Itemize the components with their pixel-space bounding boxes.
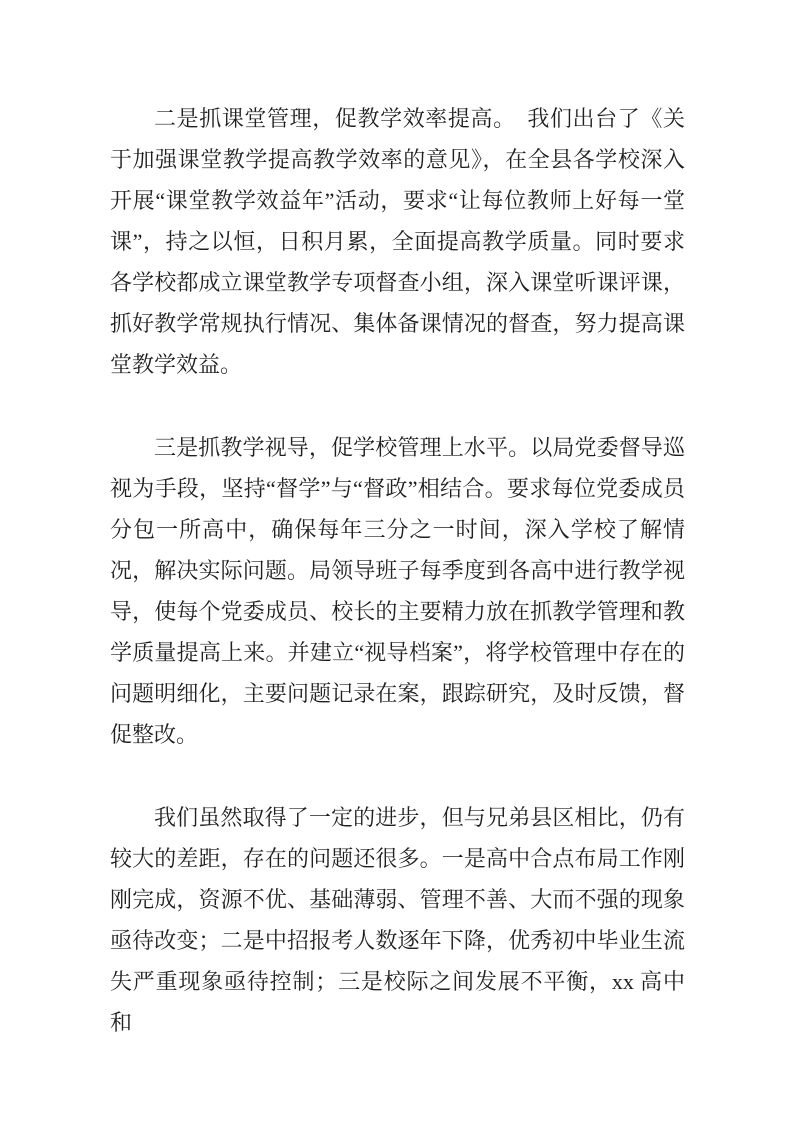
paragraph-teaching-supervision: 三是抓教学视导，促学校管理上水平。以局党委督导巡视为手段，坚持“督学”与“督政”相结合。要求每位党委成员分包一所高中，确保每年三分之一时间，深入学校了解情况，解决实际问题。局领导班子每季度到各高中进行教学视导，使每个党委成员、校长的主要精力放在抓教学管理和教学质量提高上来。并建立“视导档案”，将学校管理中存在的问题明细化，主要问题记录在案，跟踪研究，及时反馈，督促整改。 [110, 435, 685, 747]
document-body [110, 98, 685, 1043]
paragraph-classroom-management: 二是抓课堂管理，促教学效率提高。 我们出台了《关于加强课堂教学提高教学效率的意见》，在全县各学校深入开展“课堂教学效益年”活动，要求“让每位教师上好每一堂课”，持之以恒，日积月累，全面提高教学质量。同时要求各学校都成立课堂教学专项督查小组，深入课堂听课评课，抓好教学常规执行情况、集体备课情况的督查，努力提高课堂教学效益。 [110, 106, 685, 377]
paragraph-existing-problems: 我们虽然取得了一定的进步，但与兄弟县区相比，仍有较大的差距，存在的问题还很多。一是高中合点布局工作刚刚完成，资源不优、基础薄弱、管理不善、大而不强的现象亟待改变；二是中招报考人数逐年下降，优秀初中毕业生流失严重现象亟待控制；三是校际之间发展不平衡，xx 高中和 [110, 805, 685, 1035]
